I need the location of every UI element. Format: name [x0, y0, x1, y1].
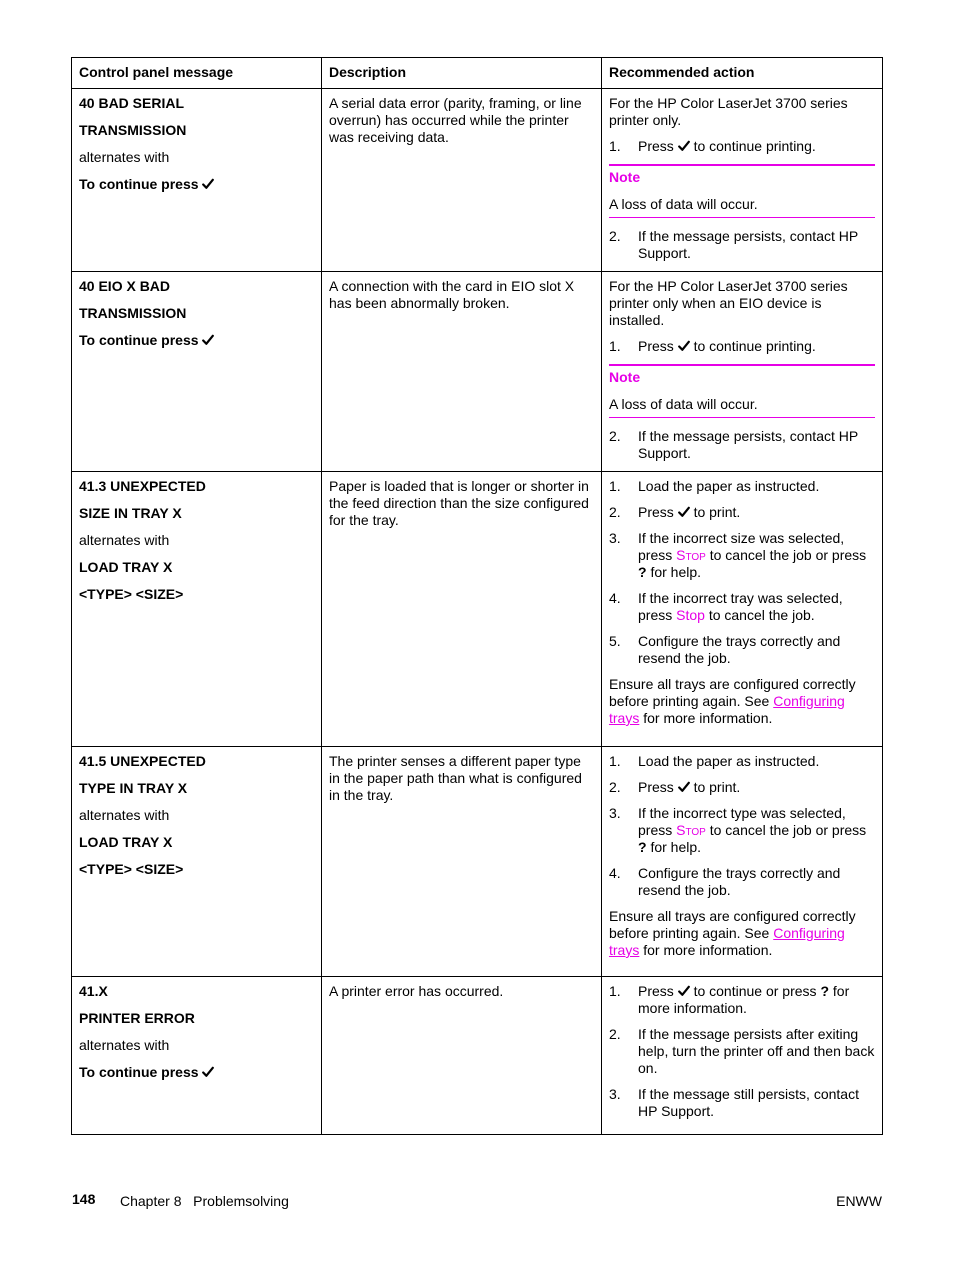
- action-steps: [609, 983, 875, 1120]
- table-header-row: [72, 58, 883, 89]
- action-cell: [602, 977, 883, 1135]
- message-line: PRINTER ERROR: [79, 1010, 195, 1026]
- list-item: 1. Press to continue printing.: [609, 338, 816, 354]
- message-line: 41.5 UNEXPECTED: [79, 753, 206, 769]
- message-line: <TYPE> <SIZE>: [79, 861, 184, 877]
- list-item: 5. Configure the trays correctly and resend the job.: [609, 633, 841, 666]
- message-cell: [72, 272, 322, 472]
- action-cell: [602, 89, 883, 272]
- checkmark-icon: [678, 506, 690, 518]
- message-alternates: alternates with: [79, 807, 170, 823]
- page-footer: [72, 1191, 882, 1211]
- list-item: 3. If the incorrect type was selected, press Stop to cancel the job or press ? for help.: [609, 805, 867, 855]
- message-line: LOAD TRAY X: [79, 834, 173, 850]
- checkmark-icon: [202, 334, 214, 346]
- checkmark-icon: [678, 985, 690, 997]
- list-item: 4. Configure the trays correctly and resend the job.: [609, 865, 841, 898]
- list-item: 1. Load the paper as instructed.: [609, 753, 820, 769]
- checkmark-icon: [678, 781, 690, 793]
- message-line: To continue press: [79, 1064, 314, 1081]
- checkmark-icon: [678, 340, 690, 352]
- header-description: Description: [322, 58, 602, 89]
- checkmark-icon: [202, 178, 214, 190]
- list-item: 2. Press to print.: [609, 779, 741, 795]
- action-cell: [602, 747, 883, 977]
- message-line: SIZE IN TRAY X: [79, 505, 182, 521]
- action-intro: For the HP Color LaserJet 3700 series printer only.: [609, 95, 848, 128]
- message-cell: [72, 747, 322, 977]
- note-title: Note: [609, 369, 641, 385]
- message-alternates: alternates with: [79, 149, 170, 165]
- message-line: TRANSMISSION: [79, 305, 187, 321]
- message-line: 40 BAD SERIAL: [79, 95, 185, 111]
- list-item: 2. If the message persists, contact HP Support.: [609, 228, 858, 261]
- message-line: TRANSMISSION: [79, 122, 187, 138]
- list-item: 2. Press to print.: [609, 504, 741, 520]
- message-line: LOAD TRAY X: [79, 559, 173, 575]
- list-item: 1. Press to continue printing.: [609, 138, 816, 154]
- message-alternates: alternates with: [79, 532, 170, 548]
- message-line: <TYPE> <SIZE>: [79, 586, 184, 602]
- question-mark-icon: ?: [820, 983, 829, 999]
- action-steps: [609, 478, 875, 667]
- checkmark-icon: [202, 1066, 214, 1078]
- configuring-trays-link[interactable]: Configuring trays: [609, 925, 845, 958]
- note-box: [609, 164, 875, 218]
- stop-key-label: Stop: [676, 607, 705, 623]
- stop-key-label: Stop: [676, 822, 706, 838]
- table-row: [72, 747, 883, 977]
- action-outro: Ensure all trays are configured correctly before printing again. See Configuring trays for more information.: [609, 908, 856, 958]
- message-line: 41.X: [79, 983, 108, 999]
- message-cell: [72, 89, 322, 272]
- table-row: [72, 472, 883, 747]
- checkmark-icon: [678, 140, 690, 152]
- message-line: To continue press: [79, 176, 314, 193]
- action-cell: [602, 472, 883, 747]
- action-intro: For the HP Color LaserJet 3700 series printer only when an EIO device is installed.: [609, 278, 848, 328]
- action-steps: [609, 428, 875, 462]
- list-item: 4. If the incorrect tray was selected, press Stop to cancel the job.: [609, 590, 843, 623]
- note-text: A loss of data will occur.: [609, 196, 758, 212]
- list-item: 1. Press to continue or press ? for more information.: [609, 983, 850, 1016]
- description-cell: A printer error has occurred.: [322, 977, 602, 1135]
- stop-key-label: Stop: [676, 547, 706, 563]
- description-cell: A serial data error (parity, framing, or line overrun) has occurred while the printer was receiving data.: [322, 89, 602, 272]
- list-item: 3. If the incorrect size was selected, press Stop to cancel the job or press ? for help.: [609, 530, 867, 580]
- header-control-panel-message: Control panel message: [72, 58, 322, 89]
- action-steps: [609, 338, 875, 355]
- table-row: [72, 272, 883, 472]
- action-outro: Ensure all trays are configured correctly before printing again. See Configuring trays for more information.: [609, 676, 856, 726]
- control-panel-messages-table: [71, 57, 883, 1135]
- message-line: TYPE IN TRAY X: [79, 780, 188, 796]
- message-cell: [72, 472, 322, 747]
- action-steps: [609, 228, 875, 262]
- question-mark-icon: ?: [638, 564, 647, 580]
- message-line: 40 EIO X BAD: [79, 278, 171, 294]
- list-item: 2. If the message persists, contact HP Support.: [609, 428, 858, 461]
- list-item: 3. If the message still persists, contact HP Support.: [609, 1086, 859, 1119]
- action-steps: [609, 138, 875, 155]
- list-item: 2. If the message persists after exiting help, turn the printer off and then back on.: [609, 1026, 875, 1076]
- action-steps: [609, 753, 875, 899]
- page-number: 148: [72, 1191, 96, 1207]
- question-mark-icon: ?: [638, 839, 647, 855]
- footer-enww: ENWW: [836, 1193, 882, 1209]
- note-title: Note: [609, 169, 641, 185]
- action-cell: [602, 272, 883, 472]
- message-line: 41.3 UNEXPECTED: [79, 478, 206, 494]
- table-row: [72, 977, 883, 1135]
- chapter-title: Chapter 8 Problemsolving: [120, 1193, 289, 1209]
- list-item: 1. Load the paper as instructed.: [609, 478, 820, 494]
- table-row: [72, 89, 883, 272]
- message-alternates: alternates with: [79, 1037, 170, 1053]
- description-cell: A connection with the card in EIO slot X has been abnormally broken.: [322, 272, 602, 472]
- description-cell: The printer senses a different paper type in the paper path than what is configured in the tray.: [322, 747, 602, 977]
- description-cell: Paper is loaded that is longer or shorter in the feed direction than the size configured for the tray.: [322, 472, 602, 747]
- header-recommended-action: Recommended action: [602, 58, 883, 89]
- message-cell: [72, 977, 322, 1135]
- configuring-trays-link[interactable]: Configuring trays: [609, 693, 845, 726]
- note-text: A loss of data will occur.: [609, 396, 758, 412]
- message-line: To continue press: [79, 332, 314, 349]
- note-box: [609, 364, 875, 418]
